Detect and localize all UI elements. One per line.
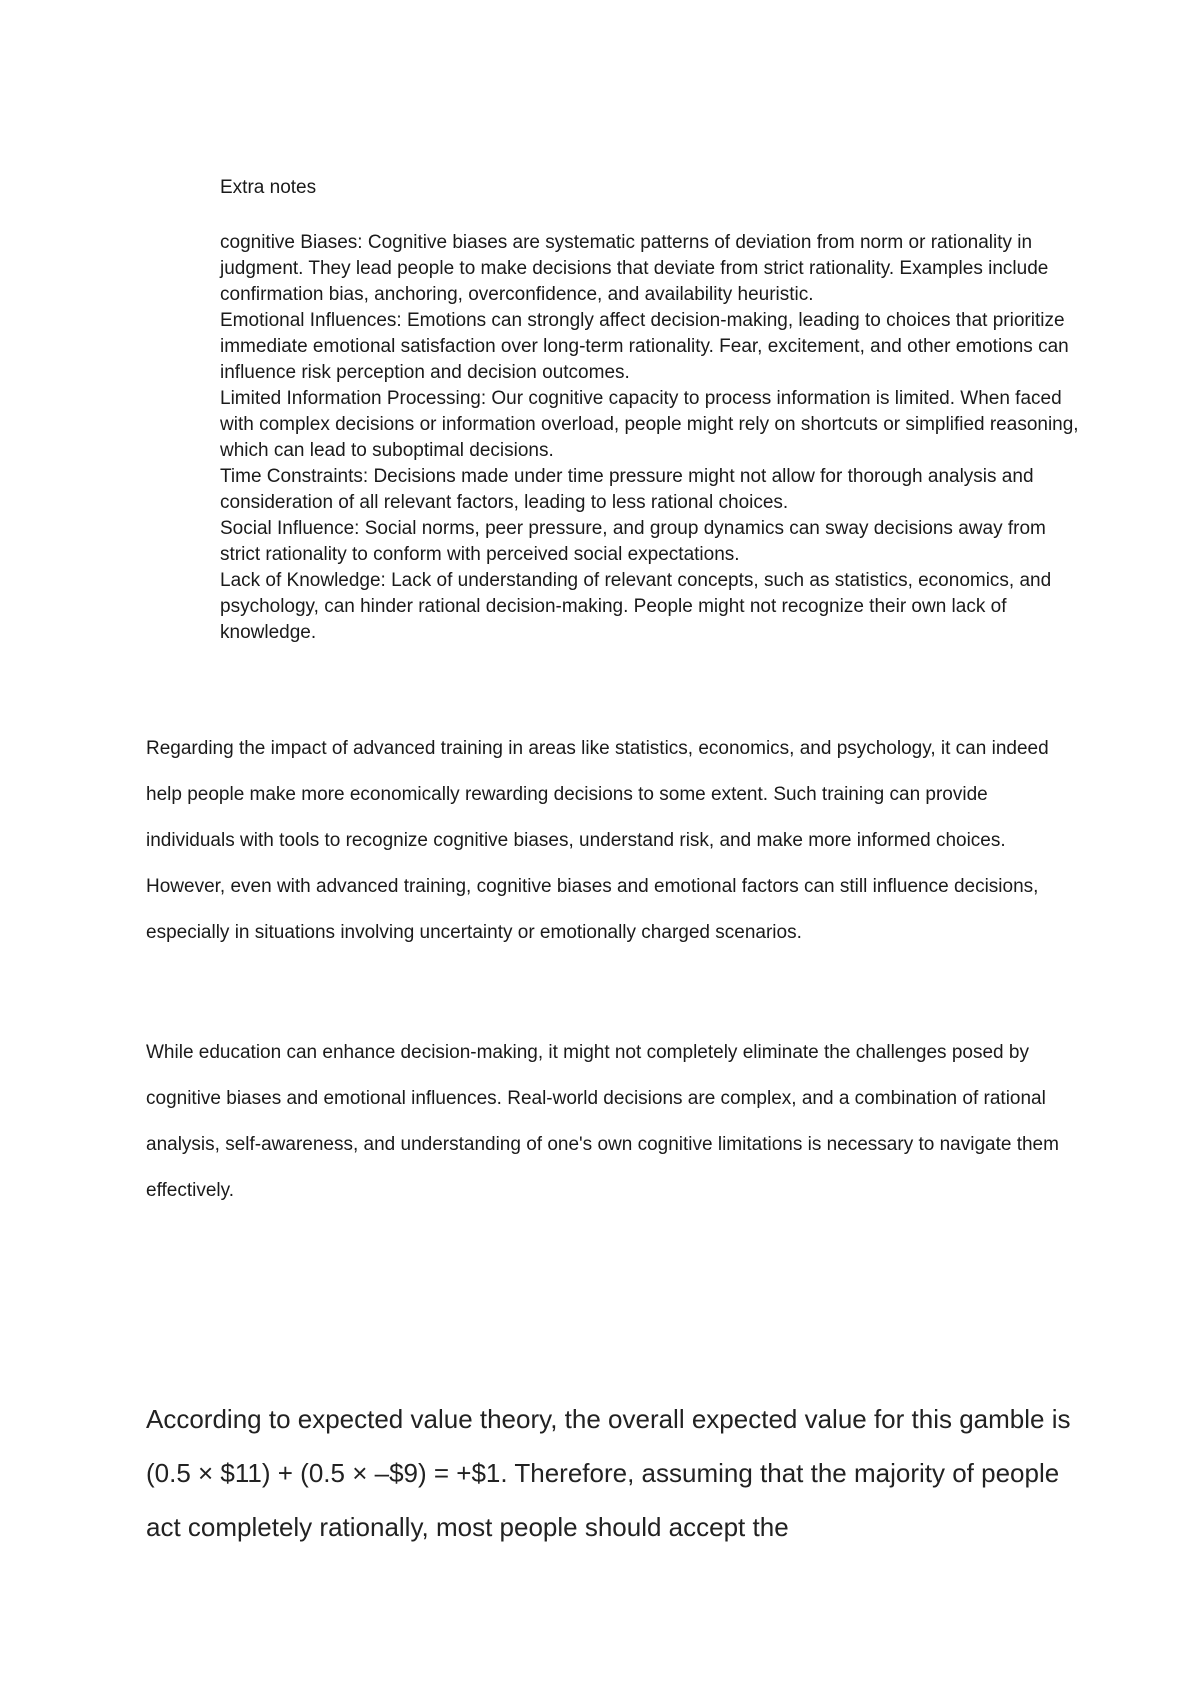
note-limited-information-processing: Limited Information Processing: Our cognitive capacity to process information is limited. When faced with complex decisions or information overload, people might rely on shortcuts or simplified reasoning, which can lead to suboptimal decisions. <box>220 388 1079 461</box>
notes-list <box>220 230 1090 646</box>
note-time-constraints: Time Constraints: Decisions made under time pressure might not allow for thorough analysis and consideration of all relevant factors, leading to less rational choices. <box>220 466 1034 513</box>
note-lack-of-knowledge: Lack of Knowledge: Lack of understanding of relevant concepts, such as statistics, economics, and psychology, can hinder rational decision-making. People might not recognize their own lack of knowledge. <box>220 570 1052 643</box>
paragraph-advanced-training: Regarding the impact of advanced training in areas like statistics, economics, and psychology, it can indeed help people make more economically rewarding decisions to some extent. Such training can provide individuals with tools to recognize cognitive biases, understand risk, and make more informed choices. However, even with advanced training, cognitive biases and emotional factors can still influence decisions, especially in situations involving uncertainty or emotionally charged scenarios. <box>146 738 1049 943</box>
note-emotional-influences: Emotional Influences: Emotions can strongly affect decision-making, leading to choices that prioritize immediate emotional satisfaction over long-term rationality. Fear, excitement, and other emotions can influence risk perception and decision outcomes. <box>220 310 1069 383</box>
paragraph-education: While education can enhance decision-making, it might not completely eliminate the challenges posed by cognitive biases and emotional influences. Real-world decisions are complex, and a combination of rational analysis, self-awareness, and understanding of one's own cognitive limitations is necessary to navigate them effectively. <box>146 1042 1059 1201</box>
notes-title: Extra notes <box>220 177 317 198</box>
paragraph-expected-value: According to expected value theory, the overall expected value for this gamble is (0.5 × $11) + (0.5 × –$9) = +$1. Therefore, assuming that the majority of people act completely rationally, most people should accept the <box>146 1404 1071 1542</box>
note-cognitive-biases: cognitive Biases: Cognitive biases are systematic patterns of deviation from norm or rationality in judgment. They lead people to make decisions that deviate from strict rationality. Examples include confirmation bias, anchoring, overconfidence, and availability heuristic. <box>220 232 1049 305</box>
note-social-influence: Social Influence: Social norms, peer pressure, and group dynamics can sway decisions away from strict rationality to conform with perceived social expectations. <box>220 518 1046 565</box>
